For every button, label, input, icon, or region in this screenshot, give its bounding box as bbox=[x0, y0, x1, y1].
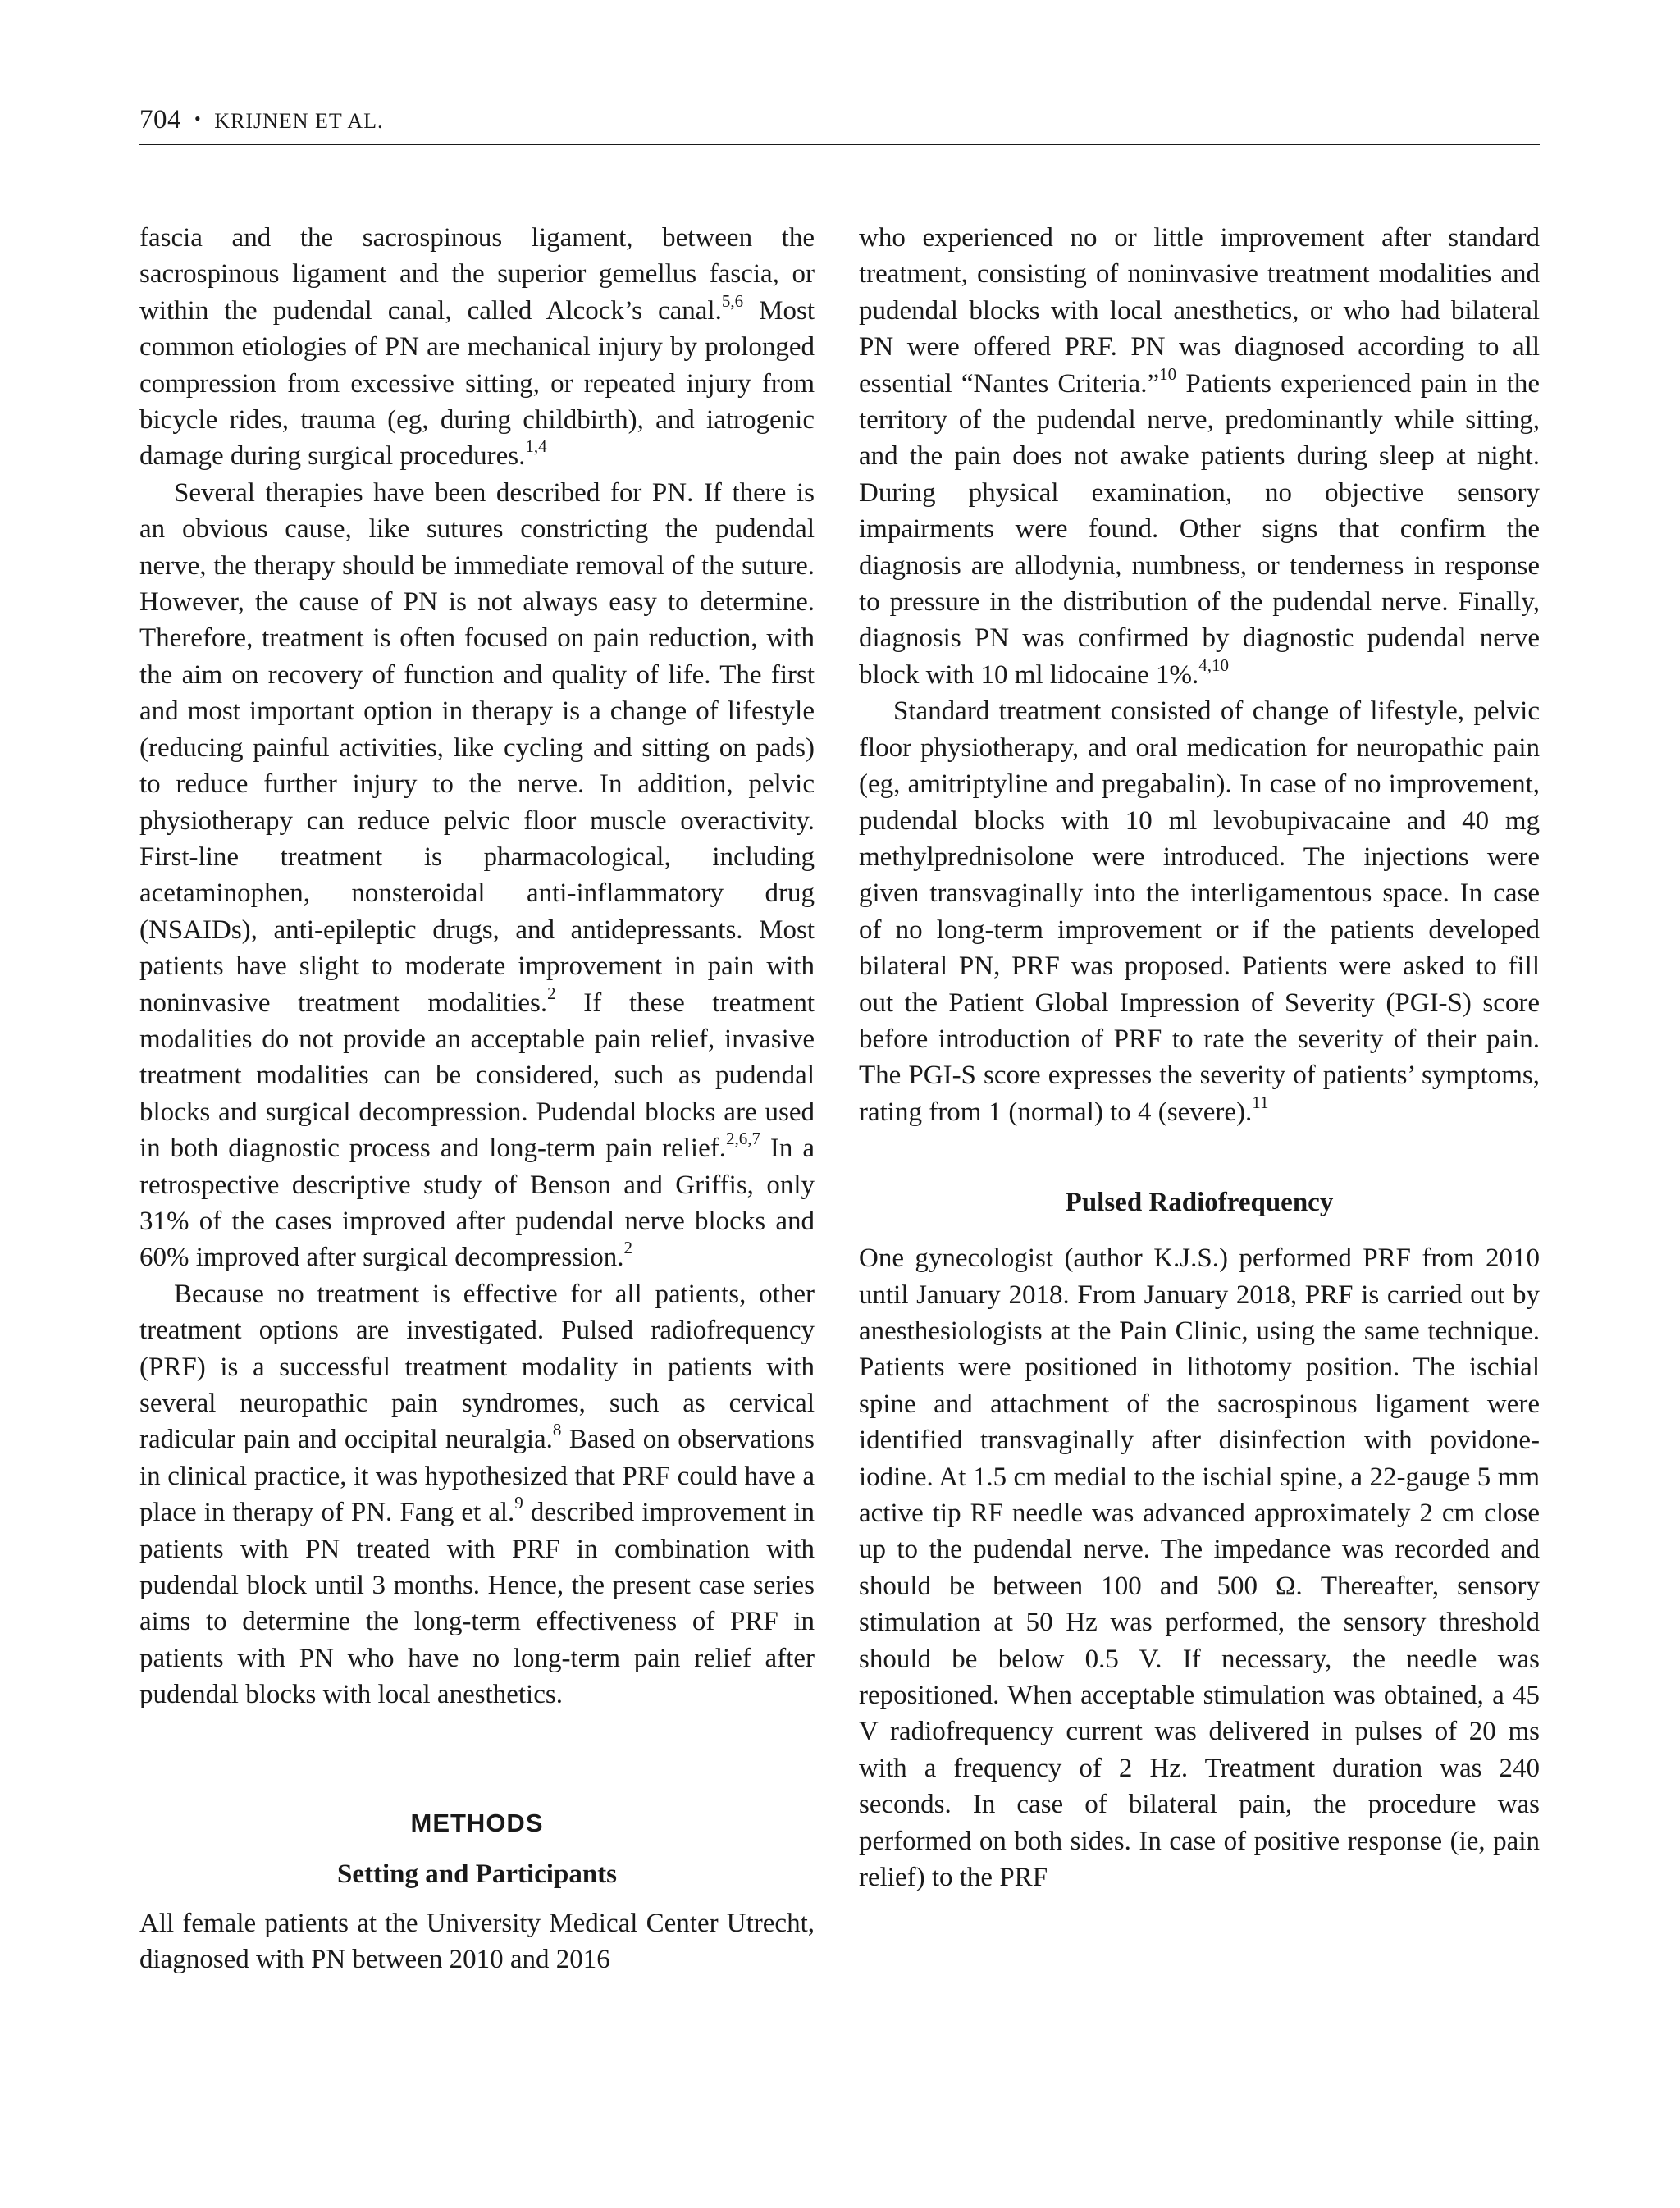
page-number: 704 bbox=[139, 105, 181, 135]
citation: 8 bbox=[552, 1420, 562, 1440]
citation: 5,6 bbox=[721, 290, 744, 311]
running-head-authors: KRIJNEN ET AL. bbox=[214, 109, 384, 133]
paragraph-diagnosis bbox=[859, 220, 1540, 693]
text-run: Several therapies have been described for PN. If there is an obvious cause, like sutures constricting the pudendal nerve, the therapy should be immediate removal of the suture. However, the cause of PN is not always easy to determine. Therefore, treatment is often focused on pain reduction, with the aim on recovery of function and quality of life. The first and most important option in therapy is a change of lifestyle (reducing painful activities, like cycling and sitting on pads) to reduce further injury to the nerve. In addition, pelvic physiotherapy can reduce pelvic floor muscle overactivity. First-line treatment is pharmacological, including acetaminophen, nonsteroidal anti-inflammatory drug (NSAIDs), anti-epileptic drugs, and antidepressants. Most patients have slight to moderate improvement in pain with noninvasive treatment modalities. bbox=[139, 477, 815, 1018]
paragraph-standard-treatment bbox=[859, 693, 1540, 1130]
right-column bbox=[859, 220, 1540, 1896]
text-run: Standard treatment consisted of change of lifestyle, pelvic floor physiotherapy, and oral medication for neuropathic pain (eg, amitriptyline and pregabalin). In case of no improvement, pudendal blocks with 10 ml levobupivacaine and 40 mg methylprednisolone were introduced. The injections were given transvaginally into the interligamentous space. In case of no long-term improvement or if the patients developed bilateral PN, PRF was proposed. Patients were asked to fill out the Patient Global Impression of Severity (PGI-S) score before introduction of PRF to rate the severity of their pain. The PGI-S score expresses the severity of patients’ symptoms, rating from 1 (normal) to 4 (severe). bbox=[859, 696, 1540, 1127]
text-run: who experienced no or little improvement after standard treatment, consisting of noninvasive treatment modalities and pudendal blocks with local anesthetics, or who had bilateral PN were offered PRF. PN was diagnosed according to all essential “Nantes Criteria.” bbox=[859, 223, 1540, 399]
header-rule bbox=[139, 144, 1540, 145]
paragraph-procedure bbox=[859, 1240, 1540, 1896]
setting-participants-heading: Setting and Participants bbox=[336, 1859, 618, 1889]
citation: 10 bbox=[1159, 363, 1177, 384]
citation: 2,6,7 bbox=[725, 1129, 760, 1149]
paragraph-participants bbox=[139, 1905, 815, 1978]
paragraph-etiology bbox=[139, 220, 815, 475]
text-run: fascia and the sacrospinous ligament, between the sacrospinous ligament and the superior gemellus fascia, or within the pudendal canal, called Alcock’s canal. bbox=[139, 223, 815, 326]
text-run: described improvement in patients with PN treated with PRF in combination with pudendal block until 3 months. Hence, the present case series aims to determine the long-term effectiveness of PRF in patients with PN who have no long-term pain relief after pudendal blocks with local anesthetics. bbox=[139, 1498, 815, 1710]
citation: 11 bbox=[1252, 1092, 1269, 1112]
text-run: One gynecologist (author K.J.S.) performed PRF from 2010 until January 2018. From January 2018, PRF is carried out by anesthesiologists at the Pain Clinic, using the same technique. Patients were positioned in lithotomy position. The ischial spine and attachment of the sacrospinous ligament were identified transvaginally after disinfection with povidone-iodine. At 1.5 cm medial to the ischial spine, a 22-gauge 5 mm active tip RF needle was advanced approximately 2 cm close up to the pudendal nerve. The impedance was recorded and should be between 100 and 500 Ω. Thereafter, sensory stimulation at 50 Hz was performed, the sensory threshold should be below 0.5 V. If necessary, the needle was repositioned. When acceptable stimulation was obtained, a 45 V radiofrequency current was delivered in pulses of 20 ms with a frequency of 2 Hz. Treatment duration was 240 seconds. In case of bilateral pain, the procedure was performed on both sides. In case of positive response (ie, pain relief) to the PRF bbox=[859, 1243, 1540, 1893]
header-separator: • bbox=[194, 108, 202, 129]
citation: 4,10 bbox=[1198, 655, 1230, 675]
paragraph-therapies bbox=[139, 475, 815, 1276]
paragraph-prf-rationale bbox=[139, 1276, 815, 1713]
text-run: Patients experienced pain in the territory of the pudendal nerve, predominantly while sitting, and the pain does not awake patients during sleep at night. During physical examination, no objective sensory impairments were found. Other signs that confirm the diagnosis are allodynia, numbness, or tenderness in response to pressure in the distribution of the pudendal nerve. Finally, diagnosis PN was confirmed by diagnostic pudendal nerve block with 10 ml lidocaine 1%. bbox=[859, 368, 1540, 690]
running-head bbox=[139, 105, 384, 135]
pulsed-radiofrequency-heading: Pulsed Radiofrequency bbox=[1065, 1188, 1334, 1218]
left-column bbox=[139, 220, 815, 1978]
text-run: All female patients at the University Medical Center Utrecht, diagnosed with PN between 2010 and 2016 bbox=[139, 1908, 815, 1975]
citation: 1,4 bbox=[525, 436, 547, 457]
text-run: If these treatment modalities do not provide an acceptable pain relief, invasive treatment modalities can be considered, such as pudendal blocks and surgical decompression. Pudendal blocks are used in both diagnostic process and long-term pain relief. bbox=[139, 988, 815, 1164]
text-run: Because no treatment is effective for all patients, other treatment options are investigated. Pulsed radiofrequency (PRF) is a successful treatment modality in patients with several neuropathic pain syndromes, such as cervical radicular pain and occipital neuralgia. bbox=[139, 1279, 815, 1455]
citation: 2 bbox=[623, 1238, 632, 1258]
text-run: In a retrospective descriptive study of Benson and Griffis, only 31% of the cases improved after pudendal nerve blocks and 60% improved after surgical decompression. bbox=[139, 1134, 815, 1273]
citation: 2 bbox=[547, 983, 556, 1003]
methods-heading: METHODS bbox=[410, 1808, 544, 1837]
text-run: Based on observations in clinical practice, it was hypothesized that PRF could have a place in therapy of PN. Fang et al. bbox=[139, 1425, 815, 1528]
text-run: Most common etiologies of PN are mechanical injury by prolonged compression from excessive sitting, or repeated injury from bicycle rides, trauma (eg, during childbirth), and iatrogenic damage during surgical procedures. bbox=[139, 295, 815, 472]
citation: 9 bbox=[514, 1493, 523, 1513]
